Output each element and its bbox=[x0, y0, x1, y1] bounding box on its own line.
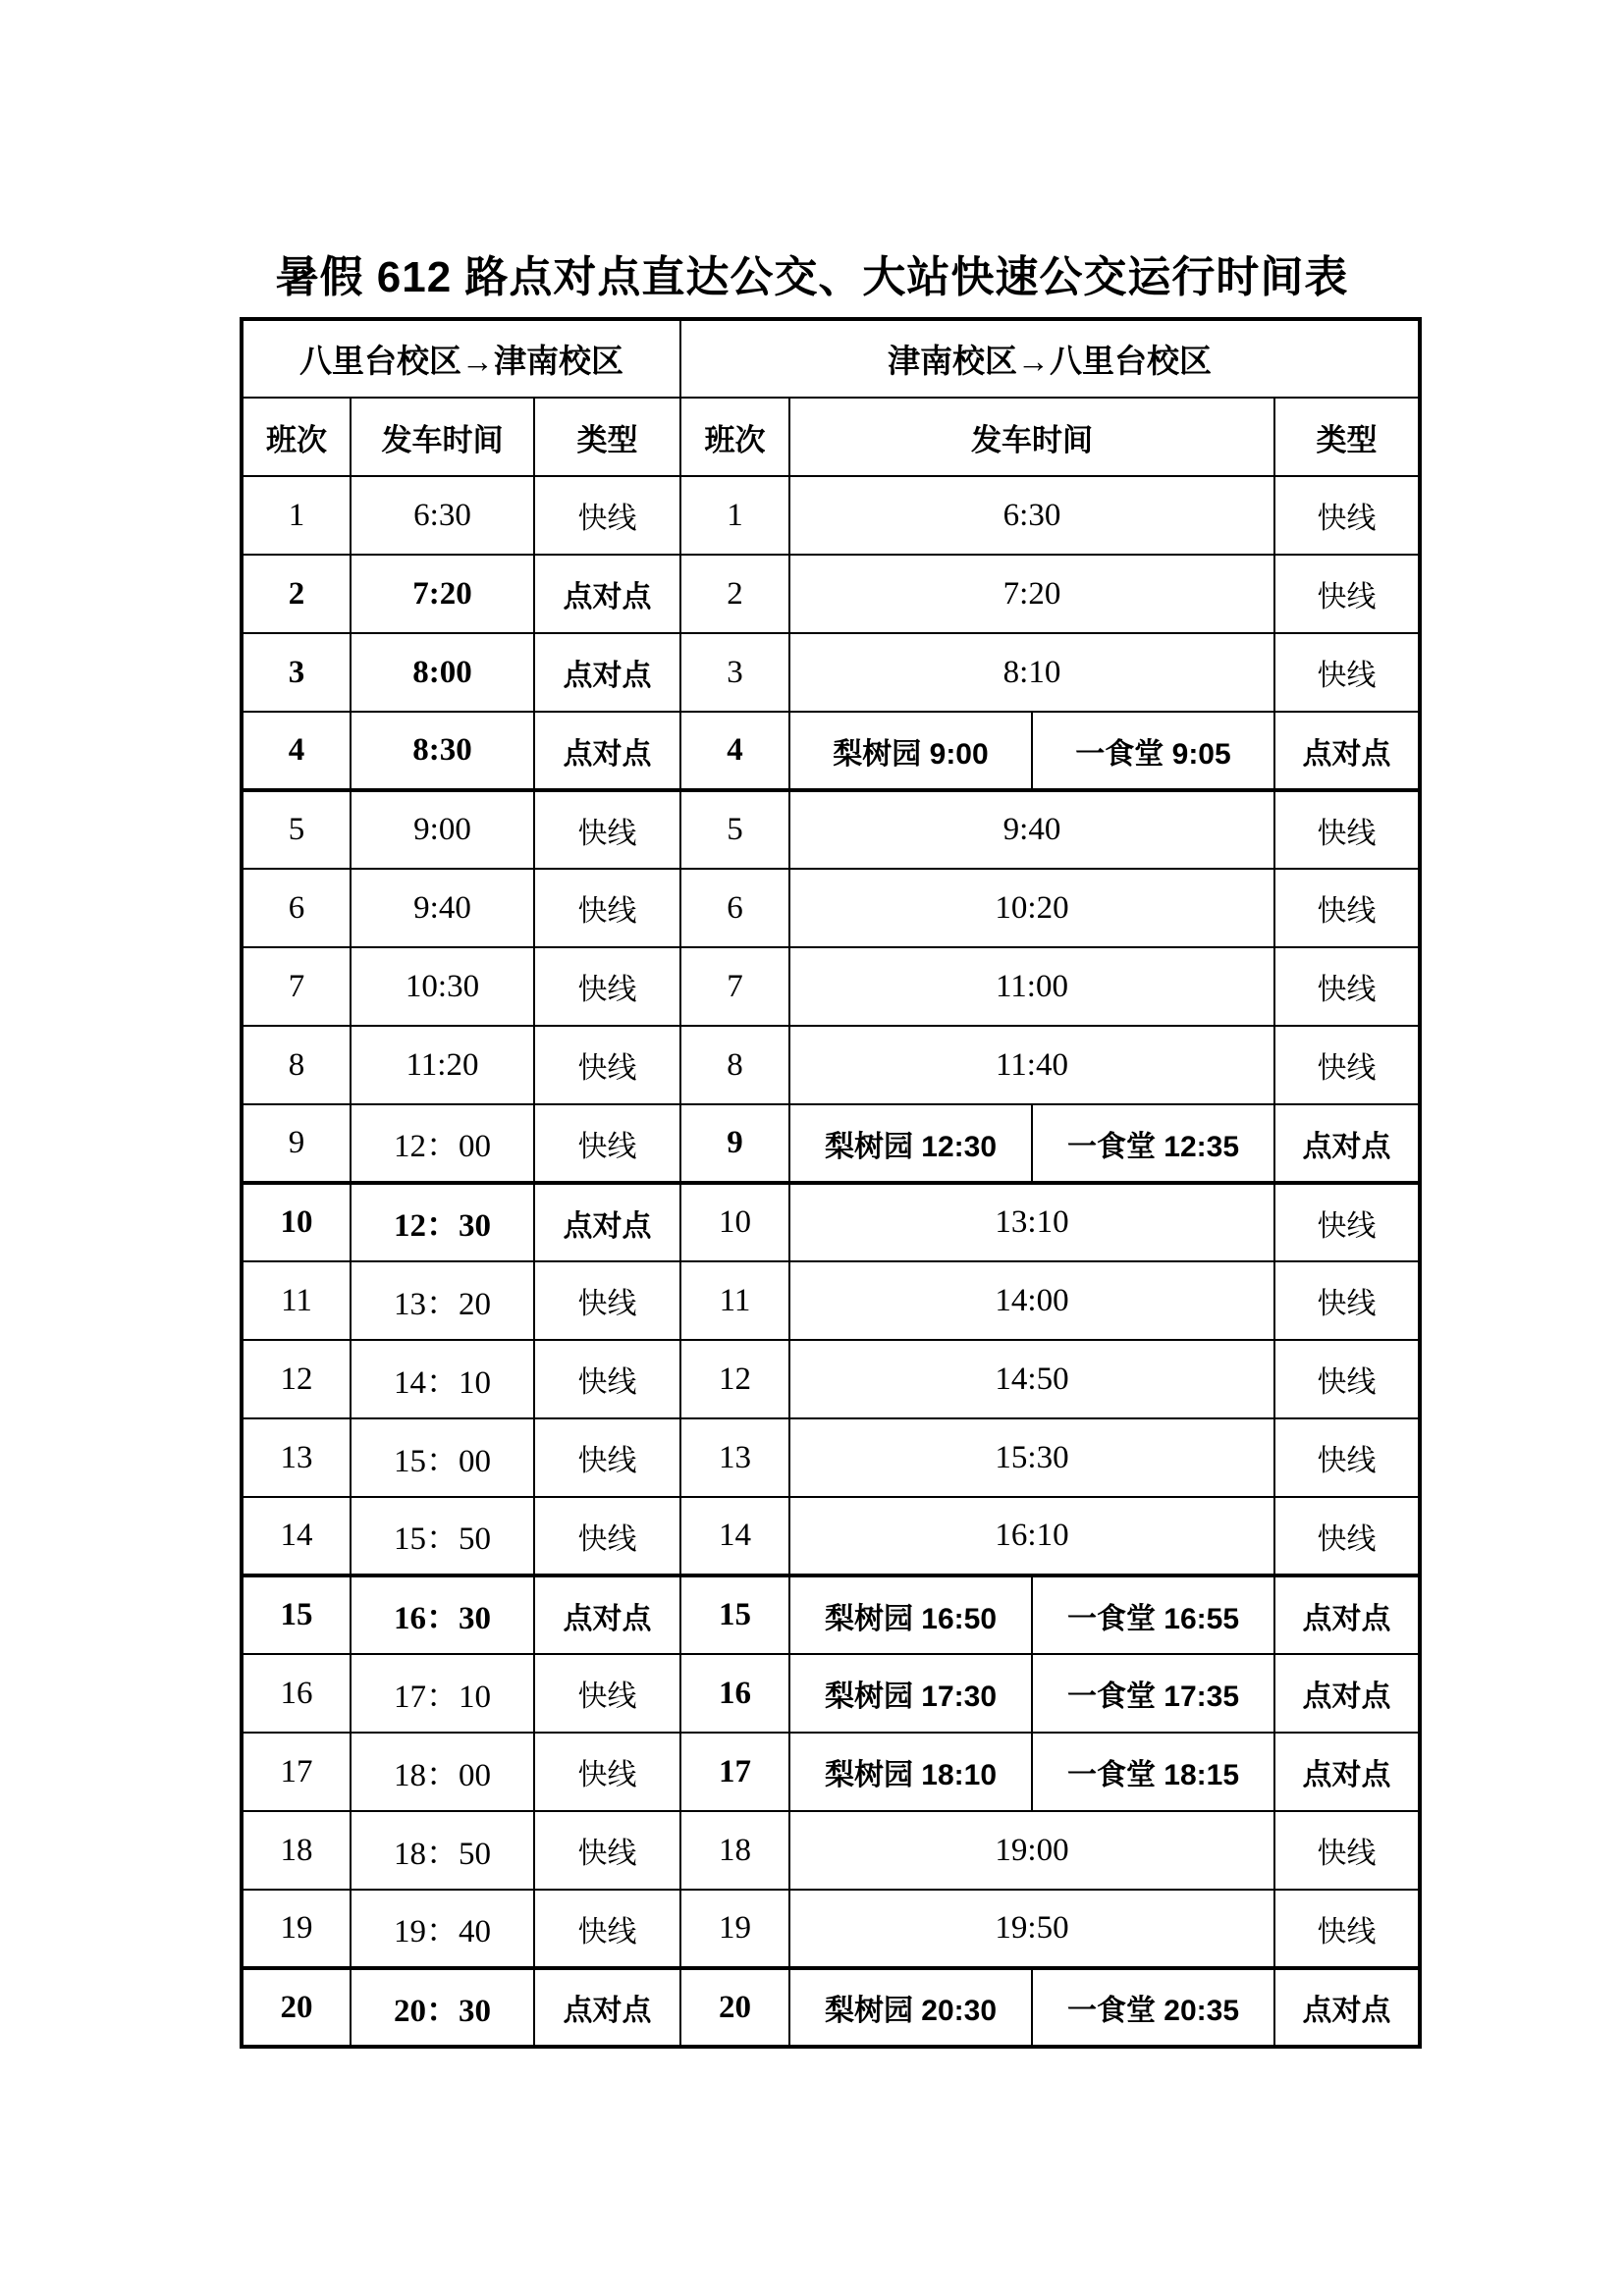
right-trip-number-cell: 7 bbox=[680, 947, 789, 1026]
right-yishitang-time-cell: 一食堂 16:55 bbox=[1032, 1575, 1274, 1654]
right-type-cell: 点对点 bbox=[1274, 1654, 1420, 1733]
right-trip-number-cell: 10 bbox=[680, 1183, 789, 1261]
right-trip-number-cell: 18 bbox=[680, 1811, 789, 1890]
left-departure-time-cell: 14：10 bbox=[351, 1340, 534, 1418]
left-trip-number-cell: 18 bbox=[242, 1811, 351, 1890]
right-type-cell: 快线 bbox=[1274, 1261, 1420, 1340]
right-trip-number-cell: 14 bbox=[680, 1497, 789, 1575]
left-type-cell: 快线 bbox=[534, 1890, 680, 1968]
timetable-row bbox=[242, 1890, 1420, 1968]
left-departure-time-cell: 13：20 bbox=[351, 1261, 534, 1340]
left-departure-time-cell: 16：30 bbox=[351, 1575, 534, 1654]
timetable-row bbox=[242, 712, 1420, 790]
left-departure-time-cell: 15：00 bbox=[351, 1418, 534, 1497]
right-type-cell: 点对点 bbox=[1274, 712, 1420, 790]
right-trip-header: 班次 bbox=[680, 398, 789, 476]
right-departure-time-cell: 16:10 bbox=[789, 1497, 1274, 1575]
timetable-row bbox=[242, 790, 1420, 869]
left-departure-time-cell: 19：40 bbox=[351, 1890, 534, 1968]
timetable-row bbox=[242, 1497, 1420, 1575]
left-type-cell: 点对点 bbox=[534, 555, 680, 633]
right-type-cell: 快线 bbox=[1274, 476, 1420, 555]
timetable-row bbox=[242, 476, 1420, 555]
left-trip-number-cell: 1 bbox=[242, 476, 351, 555]
left-departure-time-cell: 10:30 bbox=[351, 947, 534, 1026]
direction-header-row bbox=[242, 319, 1420, 398]
right-type-header: 类型 bbox=[1274, 398, 1420, 476]
right-trip-number-cell: 8 bbox=[680, 1026, 789, 1104]
right-type-cell: 快线 bbox=[1274, 1811, 1420, 1890]
timetable-row bbox=[242, 1104, 1420, 1183]
right-trip-number-cell: 17 bbox=[680, 1733, 789, 1811]
left-trip-number-cell: 5 bbox=[242, 790, 351, 869]
left-departure-time-cell: 6:30 bbox=[351, 476, 534, 555]
right-departure-time-cell: 19:00 bbox=[789, 1811, 1274, 1890]
right-time-header: 发车时间 bbox=[789, 398, 1274, 476]
right-departure-time-cell: 9:40 bbox=[789, 790, 1274, 869]
left-trip-number-cell: 19 bbox=[242, 1890, 351, 1968]
timetable-row bbox=[242, 869, 1420, 947]
page-title: 暑假 612 路点对点直达公交、大站快速公交运行时间表 bbox=[275, 253, 1349, 301]
left-type-cell: 快线 bbox=[534, 1261, 680, 1340]
timetable-row bbox=[242, 1654, 1420, 1733]
left-trip-number-cell: 7 bbox=[242, 947, 351, 1026]
right-trip-number-cell: 1 bbox=[680, 476, 789, 555]
right-departure-time-cell: 19:50 bbox=[789, 1890, 1274, 1968]
right-type-cell: 快线 bbox=[1274, 1418, 1420, 1497]
right-type-cell: 快线 bbox=[1274, 869, 1420, 947]
right-trip-number-cell: 3 bbox=[680, 633, 789, 712]
right-departure-time-cell: 10:20 bbox=[789, 869, 1274, 947]
left-type-header: 类型 bbox=[534, 398, 680, 476]
left-departure-time-cell: 11:20 bbox=[351, 1026, 534, 1104]
left-trip-number-cell: 12 bbox=[242, 1340, 351, 1418]
left-trip-number-cell: 10 bbox=[242, 1183, 351, 1261]
timetable-row bbox=[242, 555, 1420, 633]
left-type-cell: 点对点 bbox=[534, 1968, 680, 2047]
right-type-cell: 点对点 bbox=[1274, 1104, 1420, 1183]
right-type-cell: 快线 bbox=[1274, 1340, 1420, 1418]
left-type-cell: 点对点 bbox=[534, 1575, 680, 1654]
left-type-cell: 快线 bbox=[534, 1104, 680, 1183]
left-departure-time-cell: 18：50 bbox=[351, 1811, 534, 1890]
left-departure-time-cell: 8:30 bbox=[351, 712, 534, 790]
left-trip-number-cell: 14 bbox=[242, 1497, 351, 1575]
right-trip-number-cell: 19 bbox=[680, 1890, 789, 1968]
right-lishuyuan-time-cell: 梨树园 9:00 bbox=[789, 712, 1032, 790]
right-type-cell: 快线 bbox=[1274, 947, 1420, 1026]
right-lishuyuan-time-cell: 梨树园 12:30 bbox=[789, 1104, 1032, 1183]
right-type-cell: 快线 bbox=[1274, 633, 1420, 712]
left-trip-number-cell: 4 bbox=[242, 712, 351, 790]
left-type-cell: 快线 bbox=[534, 1733, 680, 1811]
right-trip-number-cell: 5 bbox=[680, 790, 789, 869]
timetable-row bbox=[242, 1183, 1420, 1261]
right-departure-time-cell: 8:10 bbox=[789, 633, 1274, 712]
left-departure-time-cell: 7:20 bbox=[351, 555, 534, 633]
left-trip-number-cell: 8 bbox=[242, 1026, 351, 1104]
left-departure-time-cell: 9:00 bbox=[351, 790, 534, 869]
left-trip-number-cell: 9 bbox=[242, 1104, 351, 1183]
left-type-cell: 点对点 bbox=[534, 712, 680, 790]
left-type-cell: 点对点 bbox=[534, 1183, 680, 1261]
left-type-cell: 快线 bbox=[534, 947, 680, 1026]
left-departure-time-cell: 8:00 bbox=[351, 633, 534, 712]
right-type-cell: 点对点 bbox=[1274, 1733, 1420, 1811]
right-trip-number-cell: 9 bbox=[680, 1104, 789, 1183]
left-departure-time-cell: 12：00 bbox=[351, 1104, 534, 1183]
timetable-row bbox=[242, 1575, 1420, 1654]
left-time-header: 发车时间 bbox=[351, 398, 534, 476]
right-type-cell: 快线 bbox=[1274, 1026, 1420, 1104]
timetable-row bbox=[242, 1733, 1420, 1811]
timetable-row bbox=[242, 633, 1420, 712]
right-type-cell: 快线 bbox=[1274, 790, 1420, 869]
right-departure-time-cell: 14:50 bbox=[789, 1340, 1274, 1418]
right-yishitang-time-cell: 一食堂 17:35 bbox=[1032, 1654, 1274, 1733]
right-trip-number-cell: 11 bbox=[680, 1261, 789, 1340]
timetable-row bbox=[242, 1026, 1420, 1104]
left-departure-time-cell: 18：00 bbox=[351, 1733, 534, 1811]
right-departure-time-cell: 7:20 bbox=[789, 555, 1274, 633]
left-type-cell: 点对点 bbox=[534, 633, 680, 712]
right-trip-number-cell: 12 bbox=[680, 1340, 789, 1418]
left-type-cell: 快线 bbox=[534, 1340, 680, 1418]
left-trip-number-cell: 6 bbox=[242, 869, 351, 947]
right-lishuyuan-time-cell: 梨树园 20:30 bbox=[789, 1968, 1032, 2047]
right-trip-number-cell: 4 bbox=[680, 712, 789, 790]
left-departure-time-cell: 15：50 bbox=[351, 1497, 534, 1575]
timetable-rows bbox=[242, 476, 1420, 2047]
right-lishuyuan-time-cell: 梨树园 16:50 bbox=[789, 1575, 1032, 1654]
left-trip-number-cell: 3 bbox=[242, 633, 351, 712]
right-trip-number-cell: 15 bbox=[680, 1575, 789, 1654]
right-departure-time-cell: 13:10 bbox=[789, 1183, 1274, 1261]
right-type-cell: 快线 bbox=[1274, 1183, 1420, 1261]
bus-timetable bbox=[240, 317, 1422, 2049]
left-trip-number-cell: 16 bbox=[242, 1654, 351, 1733]
timetable-row bbox=[242, 1261, 1420, 1340]
left-type-cell: 快线 bbox=[534, 1418, 680, 1497]
right-trip-number-cell: 20 bbox=[680, 1968, 789, 2047]
right-lishuyuan-time-cell: 梨树园 17:30 bbox=[789, 1654, 1032, 1733]
right-trip-number-cell: 6 bbox=[680, 869, 789, 947]
left-type-cell: 快线 bbox=[534, 476, 680, 555]
left-departure-time-cell: 12：30 bbox=[351, 1183, 534, 1261]
timetable-row bbox=[242, 947, 1420, 1026]
left-departure-time-cell: 9:40 bbox=[351, 869, 534, 947]
right-trip-number-cell: 13 bbox=[680, 1418, 789, 1497]
right-type-cell: 点对点 bbox=[1274, 1968, 1420, 2047]
left-trip-number-cell: 13 bbox=[242, 1418, 351, 1497]
timetable-row bbox=[242, 1811, 1420, 1890]
left-trip-number-cell: 20 bbox=[242, 1968, 351, 2047]
left-trip-number-cell: 2 bbox=[242, 555, 351, 633]
left-type-cell: 快线 bbox=[534, 869, 680, 947]
right-departure-time-cell: 11:00 bbox=[789, 947, 1274, 1026]
right-type-cell: 快线 bbox=[1274, 1890, 1420, 1968]
right-trip-number-cell: 2 bbox=[680, 555, 789, 633]
timetable-row bbox=[242, 1418, 1420, 1497]
left-trip-number-cell: 11 bbox=[242, 1261, 351, 1340]
right-yishitang-time-cell: 一食堂 9:05 bbox=[1032, 712, 1274, 790]
left-trip-number-cell: 17 bbox=[242, 1733, 351, 1811]
right-yishitang-time-cell: 一食堂 18:15 bbox=[1032, 1733, 1274, 1811]
timetable-row bbox=[242, 1340, 1420, 1418]
direction-header-right: 津南校区→八里台校区 bbox=[680, 319, 1420, 398]
left-type-cell: 快线 bbox=[534, 1811, 680, 1890]
right-departure-time-cell: 15:30 bbox=[789, 1418, 1274, 1497]
right-departure-time-cell: 11:40 bbox=[789, 1026, 1274, 1104]
left-type-cell: 快线 bbox=[534, 1026, 680, 1104]
left-trip-header: 班次 bbox=[242, 398, 351, 476]
right-departure-time-cell: 6:30 bbox=[789, 476, 1274, 555]
timetable-row bbox=[242, 1968, 1420, 2047]
left-trip-number-cell: 15 bbox=[242, 1575, 351, 1654]
left-type-cell: 快线 bbox=[534, 790, 680, 869]
column-header-row bbox=[242, 398, 1420, 476]
right-trip-number-cell: 16 bbox=[680, 1654, 789, 1733]
right-yishitang-time-cell: 一食堂 12:35 bbox=[1032, 1104, 1274, 1183]
right-type-cell: 快线 bbox=[1274, 555, 1420, 633]
right-lishuyuan-time-cell: 梨树园 18:10 bbox=[789, 1733, 1032, 1811]
left-departure-time-cell: 17：10 bbox=[351, 1654, 534, 1733]
left-type-cell: 快线 bbox=[534, 1654, 680, 1733]
direction-header-left: 八里台校区→津南校区 bbox=[242, 319, 680, 398]
right-departure-time-cell: 14:00 bbox=[789, 1261, 1274, 1340]
right-type-cell: 快线 bbox=[1274, 1497, 1420, 1575]
right-type-cell: 点对点 bbox=[1274, 1575, 1420, 1654]
right-yishitang-time-cell: 一食堂 20:35 bbox=[1032, 1968, 1274, 2047]
left-type-cell: 快线 bbox=[534, 1497, 680, 1575]
left-departure-time-cell: 20：30 bbox=[351, 1968, 534, 2047]
